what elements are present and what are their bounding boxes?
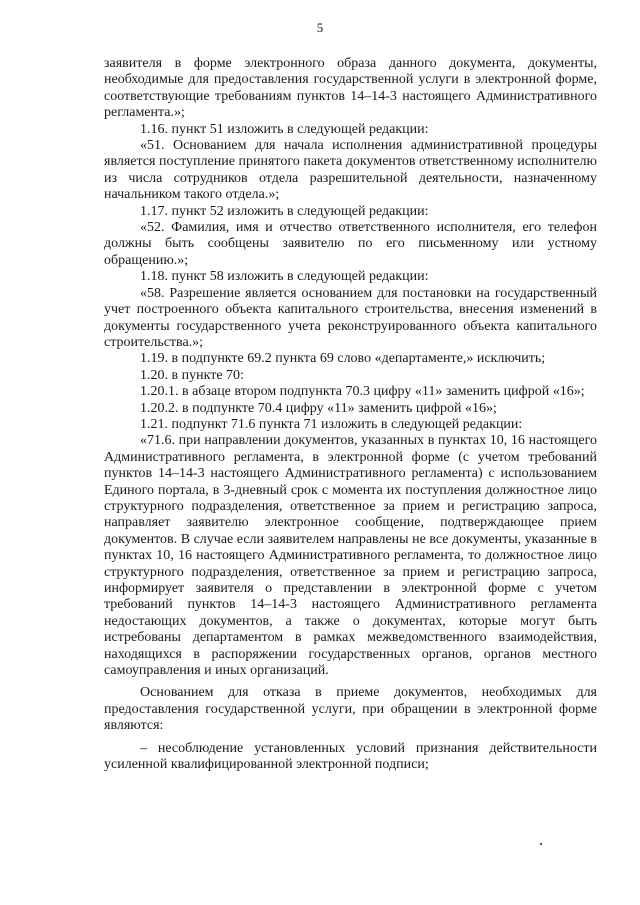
paragraph-item-1-17: 1.17. пункт 52 изложить в следующей редакции: [140,203,429,219]
paragraph-quote-51: «51. Основанием для начала исполнения административной процедуры является поступление принятого пакета документов ответственному исполнителю из числа сотрудников отдела разрешительной деятельности, назначенному начальником такого отдела.»; [104,138,597,203]
paragraph-continuation: заявителя в форме электронного образа данного документа, документы, необходимые для предоставления государственной услуги в электронной форме, соответствующие требованиям пунктов 14–14-3 настоящего Административного регламента.»; [104,56,597,121]
document-body [104,56,597,773]
paragraph-quote-52: «52. Фамилия, имя и отчество ответственного исполнителя, его телефон должны быть сообщены заявителю по его письменному или устному обращению.»; [104,220,597,268]
paragraph-item-1-16: 1.16. пункт 51 изложить в следующей редакции: [140,121,429,137]
paragraph-signature-condition: – несоблюдение установленных условий признания действительности усиленной квалифицированной электронной подписи; [104,740,597,773]
paragraph-item-1-18: 1.18. пункт 58 изложить в следующей редакции: [140,269,429,285]
paragraph-item-1-19: 1.19. в подпункте 69.2 пункта 69 слово «департаменте,» исключить; [140,351,546,367]
paragraph-item-1-20-1: 1.20.1. в абзаце втором подпункта 70.3 цифру «11» заменить цифрой «16»; [140,384,585,400]
paragraph-item-1-20: 1.20. в пункте 70: [140,367,244,383]
paragraph-refusal-grounds: Основанием для отказа в приеме документов, необходимых для предоставления государственной услуги, при обращении в электронной форме являются: [104,685,597,734]
scan-dot [540,843,542,845]
paragraph-quote-58: «58. Разрешение является основанием для постановки на государственный учет построенного объекта капитального строительства, внесения изменений в документы государственного учета реконструированного объекта капитального строительства.»; [104,285,597,350]
paragraph-item-1-21: 1.21. подпункт 71.6 пункта 71 изложить в следующей редакции: [140,416,523,432]
paragraph-item-1-20-2: 1.20.2. в подпункте 70.4 цифру «11» заменить цифрой «16»; [140,400,497,416]
page-number: 5 [316,20,324,35]
paragraph-quote-71-6: «71.6. при направлении документов, указанных в пунктах 10, 16 настоящего Административного регламента, в электронной форме (с учетом требований пунктов 14–14-3 настоящего Административного регламента) с использованием Единого портала, в 3-дневный срок с момента их поступления должностное лицо структурного подразделения, ответственное за прием и регистрацию запроса, направляет заявителю электронное сообщение, подтверждающее прием документов. В случае если заявителем направлены не все документы, указанные в пунктах 10, 16 настоящего Административного регламента, то должностное лицо структурного подразделения, ответственное за прием и регистрацию запроса, информирует заявителя о представлении в электронной форме с учетом требований пунктов 14–14-3 настоящего Административного регламента недостающих документов, а также о документах, которые могут быть истребованы департаментом в рамках межведомственного взаимодействия, находящихся в распоряжении государственных органов, органов местного самоуправления и иных организаций. [104,433,597,679]
